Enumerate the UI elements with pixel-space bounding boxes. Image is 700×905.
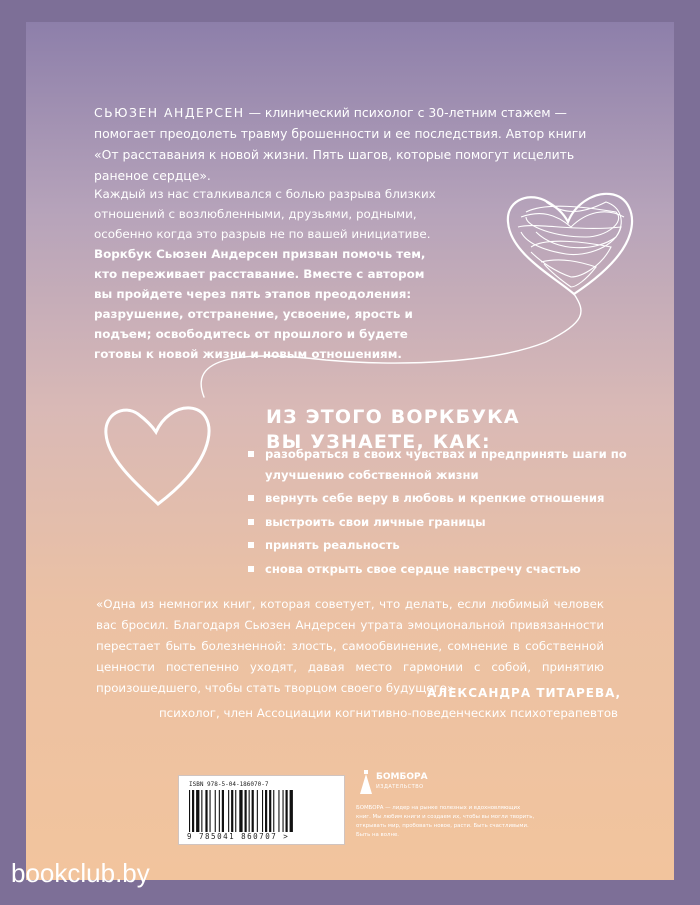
barcode-bar — [222, 790, 224, 832]
publisher-subtitle: ИЗДАТЕЛЬСТВО — [376, 784, 424, 790]
barcode-bar — [235, 790, 236, 832]
review-author-role: психолог, член Ассоциации когнитивно-поведенческих психотерапевтов — [158, 706, 618, 720]
barcode-bar — [239, 790, 242, 832]
barcode-bar — [196, 790, 199, 832]
isbn-text: ISBN 978-5-04-186070-7 — [189, 781, 269, 788]
barcode-bar — [290, 790, 293, 832]
book-back-cover — [26, 22, 674, 880]
barcode-bar — [215, 790, 216, 832]
barcode-digits: 9 785041 860707 > — [187, 832, 290, 841]
barcode-bar — [210, 790, 211, 832]
learn-title-line2: ВЫ УЗНАЕТЕ, КАК: — [266, 431, 491, 453]
barcode-bar — [228, 790, 229, 832]
barcode-bar — [262, 790, 263, 832]
barcode-bar — [257, 790, 258, 832]
barcode-bar — [192, 790, 194, 832]
author-bio-text: — клинический психолог с 30-летним стажем — помогает преодолеть травму брошенности и ее последствия. Автор книги «От расставания к новой жизни. Пять шагов, которые помогут исцелить раненое сердце». — [94, 105, 587, 183]
learn-list-item: разобраться в своих чувствах и предпринять шаги по улучшению собственной жизни — [248, 444, 628, 485]
barcode-bar — [273, 790, 274, 832]
intro-bold-text: Воркбук Сьюзен Андерсен призван помочь тем, кто переживает расставание. Вместе с автором вы пройдете через пять этапов преодоления: разрушение, отстранение, усвоение, ярость и подъем; освободитесь от прошлого и будете готовы к новой жизни и новым отношениям. — [94, 247, 426, 361]
site-watermark: bookclub.by — [11, 858, 150, 888]
barcode-bar — [265, 790, 267, 832]
barcode-bars — [189, 790, 334, 832]
barcode-bar — [205, 790, 207, 832]
barcode-bar — [286, 790, 288, 832]
review-author: АЛЕКСАНДРА ТИТАРЕВА, — [426, 686, 621, 700]
outline-heart — [106, 408, 209, 504]
learn-list-item: выстроить свои личные границы — [248, 512, 628, 533]
review-quote: «Одна из немногих книг, которая советует, что делать, если любимый человек вас бросил. Благодаря Сьюзен Андерсен утрата эмоциональной привязанности перестает быть болезненной: злость, самообвинение, сомнение в собственной ценности постепенно уходят, давая место гармонии с собой, принятию произошедшего, чтобы стать творцом своего будущего» — [96, 597, 604, 695]
learn-list-item: принять реальность — [248, 535, 628, 556]
publisher-name: БОМБОРА — [376, 772, 428, 782]
author-bio — [94, 102, 614, 186]
publisher-note: БОМБОРА — лидер на рынке полезных и вдохновляющих книг. Мы любим книги и создаем их, чтобы вы могли творить, открывать мир, пробовать новое, расти. Быть счастливыми. Быть на волне. — [356, 805, 535, 838]
learn-list-item: вернуть себе веру в любовь и крепкие отношения — [248, 488, 628, 509]
barcode-bar — [252, 790, 254, 832]
scribble-heart — [508, 194, 632, 294]
barcode-bar — [249, 790, 250, 832]
learn-list-item: снова открыть свое сердце навстречу счастью — [248, 559, 628, 580]
barcode-bar — [189, 790, 190, 832]
intro-regular-text: Каждый из нас сталкивался с болью разрыва близких отношений с возлюбленными, друзьями, родными, особенно когда это разрыв не по вашей инициативе. — [94, 187, 436, 241]
barcode — [178, 775, 345, 845]
author-name: СЬЮЗЕН АНДЕРСЕН — [94, 105, 245, 120]
barcode-bar — [219, 790, 220, 832]
barcode-bar — [231, 790, 233, 832]
learn-list — [248, 444, 628, 582]
barcode-bar — [278, 790, 279, 832]
barcode-bar — [201, 790, 202, 832]
barcode-bar — [245, 790, 247, 832]
learn-title-line1: ИЗ ЭТОГО ВОРКБУКА — [266, 406, 520, 428]
barcode-bar — [283, 790, 284, 832]
intro-paragraph — [94, 184, 439, 364]
barcode-bar — [269, 790, 271, 832]
